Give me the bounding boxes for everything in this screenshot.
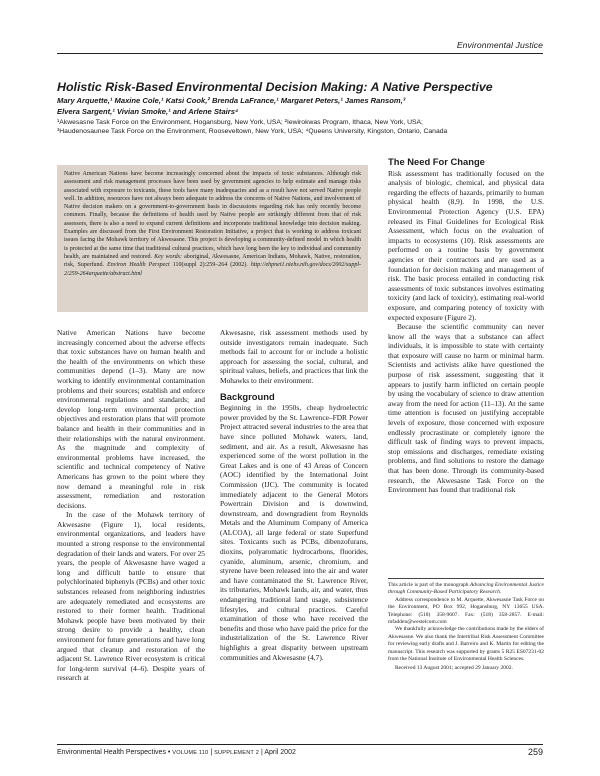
article-title: Holistic Risk-Based Environmental Decision Making: A Native Perspective xyxy=(57,80,493,94)
abstract-body: Native American Nations have become increasingly concerned about the impacts of toxic substances. Although risk assessment and risk management processes have been used by government agencies to help estimate and manage risks associated with exposure to toxicants, these tools have many inadequacies and as a result have not served Native people well. In addition, resources have not always been adequate to address the concerns of Native Nations, and involvement of Native decision makers on a government-to-government basis in discussions regarding risk has only recently become common. Finally, because the definitions of health used by Native people are strikingly different from that of risk assessors, there is also a need to expand current definitions and incorporate traditional knowledge into decision making. Examples are discussed from the First Environment Restoration Initiative, a project that is working to address toxicant issues facing the Mohawk territory of Akwesasne. This project is developing a community-defined model in which health is protected at the same time that traditional cultural practices, which have long been the key to individual and community health, are maintained and restored. xyxy=(64,171,361,260)
paragraph: In the case of the Mohawk territory of Akwesasne (Figure 1), local residents, environmental organizations, and leaders have mounted a strong response to the environmental degradation of their lands and waters. For over 25 years, the people of Akwesasne have waged a long and difficult battle to ensure that polychlorinated biphenyls (PCBs) and other toxic substances released from neighboring industries are adequately remediated and ecosystems are restored to their former health. Traditional Mohawk people have been motivated by their strong desire to provide a healthy, clean environment for future generations and have long argued that cleanup and restoration of the adjacent St. Lawrence River ecosystem is critical for long-term survival (4–6). Despite years of research at xyxy=(57,510,205,683)
footer-separator: • xyxy=(165,749,173,756)
author-list xyxy=(57,96,547,117)
correspondence: Address correspondence to M. Arquette, Akwesasne Task Force on the Environment, PO Box 992, Hogansburg, NY 13655 USA. Telephone: (518) 358-9607. Fax: (518) 358-2857. E-mail: mfadden@westelcom.com xyxy=(388,596,544,626)
footer-separator: | xyxy=(208,749,215,756)
abstract-url[interactable]: http://ehpnet1.niehs.nih.gov/docs/2002/suppl-2/259-264arquette/abstract.html xyxy=(64,262,361,277)
background-heading: Background xyxy=(220,390,275,402)
citation-journal: Environ Health Perspect xyxy=(107,262,170,269)
need-for-change-heading: The Need For Change xyxy=(388,156,485,167)
monograph-lead: This article is part of the monograph xyxy=(388,582,470,588)
section-label: Environmental Justice xyxy=(456,40,543,50)
journal-footer xyxy=(57,749,296,756)
paragraph: Because the scientific community can never know all the ways that a substance can affect individuals, it is impossible to state with certainty that exposure will cause no harm or minimal harm. Scientists and activists alike have questioned the purpose of risk assessment, suggesting that it appears to justify harm inflicted on certain people by using the vocabulary of science to draw attention away from the need for action (11–13). At the same time attention is focused on justifying acceptable levels of exposure, those concerned with exposure endlessly procrastinate or completely ignore the difficult task of finding ways to prevent impacts, stop emissions and discharges, remediate existing problems, and find solutions to restore the damage that has been done. Through its community-based research, the Akwesasne Task Force on the Environment has found that traditional risk xyxy=(388,322,544,495)
supplement: SUPPLEMENT 2 xyxy=(214,750,260,756)
key-words: aboriginal, Akwesasne, American Indians, Mohawk, Native, restoration, risk, Superfund. xyxy=(64,253,361,269)
acknowledgment: We thankfully acknowledge the contributions made by the elders of Akwesasne. We also thank the Intertribal Risk Assessment Committee for reviewing early drafts and J. Barreiro and K. Martin for editing the manuscript. This research was supported by grants 5 R25 ES07231-02 from the National Institute of Environmental Health Sciences. xyxy=(388,626,544,663)
footer-rule xyxy=(57,744,543,745)
footer-separator: | xyxy=(259,749,265,756)
paragraph: Native American Nations have become increasingly concerned about the adverse effects that toxic substances have on human health and the health of the environments on which these communities depend (1–3). Many are now working to identify environmental contamination problems and their sources; establish and enforce environmental regulations and standards; and develop long-term environmental protection objectives and restoration plans that will promote balance and health in their communities and in their relationships with the natural environment. As the magnitude and complexity of environmental problems have increased, the scientific and technical competency of Native Americans has grown to the point where they now demand a meaningful role in risk assessment, remediation and restoration decisions. xyxy=(57,328,205,510)
affiliation-line: ³Haudenosaunee Task Force on the Environment, Rooseveltown, New York, USA; ⁴Queens University, Kingston, Ontario, Canada xyxy=(57,128,448,135)
footnote-rule xyxy=(388,578,544,579)
paragraph: Akwesasne, risk assessment methods used by outside investigators remain inadequate. Such methods fail to account for or include a holistic approach for assessing the social, cultural, and spiritual values, beliefs, and practices that link the Mohawks to their environment. xyxy=(220,328,368,385)
paragraph: Beginning in the 1950s, cheap hydroelectric power provided by the St. Lawrence–FDR Power Project attracted several industries to the area that have since polluted Mohawk waters, land, sediment, and air. As a result, Akwesasne has experienced some of the worst pollution in the Great Lakes and is one of 43 Areas of Concern (AOC) identified by the International Joint Commission (IJC). The community is located immediately adjacent to the General Motors Powertrain Division and is downwind, downstream, and downgradient from Reynolds Metals and the Aluminum Company of America (ALCOA), all large federal or state Superfund sites. Toxicants such as PCBs, dibenzofurans, dioxins, polyaromatic hydrocarbons, fluorides, cyanide, aluminum, arsenic, chromium, and styrene have been released into the air and water and have contaminated the St. Lawrence River, its tributaries, Mohawk lands, air, and water, thus endangering traditional land usage, subsistence lifestyles, and cultural practices. Careful examination of those who have received the benefits and those who have paid the price for the industrialization of the St. Lawrence River highlights a great disparity between upstream communities and Akwesasne (4,7). xyxy=(220,403,368,662)
paragraph: Risk assessment has traditionally focused on the analysis of biologic, chemical, and physical data regarding the effects of hazards, primarily to human physical health (8,9). In 1998, the U.S. Environmental Protection Agency (U.S. EPA) released its Final Guidelines for Ecological Risk Assessment, which focus on the evaluation of impacts to ecosystems (10). Risk assessments are performed on a routine basis by government agencies or their contractors and are used as a foundation for decision making and management of risk. The basic process entailed in conducting risk assessments of toxic substances involves estimating toxicity (and lack of toxicity), estimating real-world exposure, and comparing potency of toxicity with expected exposure (Figure 2). xyxy=(388,168,544,322)
affiliation-list xyxy=(57,118,547,136)
author-line: Mary Arquette,¹ Maxine Cole,¹ Katsi Cook,² Brenda LaFrance,¹ Margaret Peters,¹ James Ransom,³ xyxy=(57,96,406,105)
received-date: Received 13 August 2001; accepted 29 January 2002. xyxy=(395,665,513,672)
monograph-title: Advancing Environmental Justice through Community-Based Participatory Research. xyxy=(388,582,545,596)
body-column-1 xyxy=(57,328,205,683)
body-column-3 xyxy=(388,156,544,495)
footnote xyxy=(388,582,544,673)
affiliation-line: ¹Akwesasne Task Force on the Environment, Hogansburg, New York, USA; ²Iewirokwas Program, Ithaca, New York, USA; xyxy=(57,119,423,126)
body-column-2 xyxy=(220,328,368,662)
abstract-text xyxy=(64,170,361,278)
volume: VOLUME 110 xyxy=(172,750,209,756)
citation: 110(suppl 2):259–264 (2002). xyxy=(169,262,248,269)
journal-name: Environmental Health Perspectives xyxy=(57,749,166,756)
key-words-label: Key words: xyxy=(154,253,182,260)
top-rule xyxy=(57,53,543,54)
abstract-box xyxy=(57,165,368,312)
monograph-note xyxy=(388,582,544,597)
author-line: Elvera Sargent,¹ Vivian Smoke,¹ and Arlene Stairs⁴ xyxy=(57,106,239,116)
page-number: 259 xyxy=(527,747,543,757)
issue-date: April 2002 xyxy=(264,749,296,756)
